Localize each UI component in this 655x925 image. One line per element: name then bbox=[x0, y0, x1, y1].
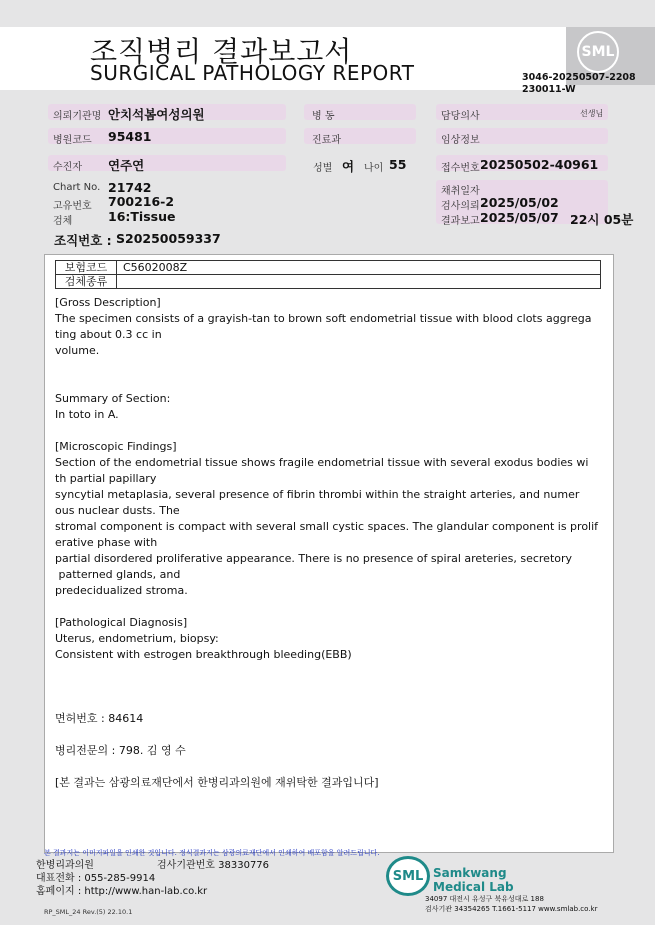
insurance-code-label: 보험코드 bbox=[56, 261, 117, 275]
samkwang-logo: SML bbox=[386, 856, 430, 896]
clinic-name: 한병리과의원 bbox=[36, 860, 94, 871]
specimen-label: 검체 bbox=[53, 216, 73, 227]
specimen-type-label: 검체종류 bbox=[56, 275, 117, 289]
request-date-label: 검사의뢰 bbox=[441, 201, 480, 212]
tissue-number-value: S20250059337 bbox=[116, 231, 221, 246]
print-notice: 본 결과지는 이미지파일을 인쇄한 것입니다. 정식결과지는 삼광의료재단에서 인쇄하여 배포함을 알려드립니다. bbox=[44, 849, 380, 857]
unique-no-value: 700216-2 bbox=[108, 194, 175, 209]
age-label: 나이 bbox=[364, 163, 384, 174]
receipt-label: 접수번호 bbox=[441, 163, 480, 174]
ward-label: 병 동 bbox=[312, 111, 335, 122]
receipt-value: 20250502-40961 bbox=[480, 157, 599, 172]
form-number: RP_SML_24 Rev.(5) 22.10.1 bbox=[44, 908, 133, 916]
clinic-homepage: 홈페이지 : http://www.han-lab.co.kr bbox=[36, 886, 208, 897]
specimen-value: 16:Tissue bbox=[108, 209, 176, 224]
clinic-phone: 대표전화 : 055-285-9914 bbox=[36, 873, 156, 884]
request-number-line1: 3046-20250507-2208 bbox=[522, 72, 636, 83]
specimen-type-row bbox=[56, 275, 601, 289]
chart-no-label: Chart No. bbox=[53, 182, 101, 193]
institution-label: 의뢰기관명 bbox=[53, 111, 102, 122]
unique-no-label: 고유번호 bbox=[53, 201, 92, 212]
report-box bbox=[44, 254, 614, 853]
lab-contact: 검사기관 34354265 T.1661-5117 www.smlab.co.kr bbox=[425, 905, 598, 913]
insurance-code-value: C5602008Z bbox=[117, 261, 601, 275]
report-time-value: 22시 05분 bbox=[570, 212, 634, 227]
insurance-code-row bbox=[56, 261, 601, 275]
specimen-type-value bbox=[117, 275, 601, 289]
hospital-code-value: 95481 bbox=[108, 129, 152, 144]
report-title-english: SURGICAL PATHOLOGY REPORT bbox=[90, 61, 415, 85]
sml-logo: SML bbox=[577, 31, 619, 73]
clinic-registration: 검사기관번호 38330776 bbox=[157, 860, 270, 871]
patient-value: 연주연 bbox=[108, 158, 145, 173]
age-value: 55 bbox=[389, 157, 407, 172]
institution-value: 안치석봄여성의원 bbox=[108, 107, 205, 122]
doctor-value: 선생님 bbox=[580, 109, 604, 118]
sex-label: 성별 bbox=[313, 163, 333, 174]
lab-name-line1: Samkwang bbox=[433, 866, 507, 880]
report-date-label: 결과보고 bbox=[441, 216, 480, 227]
request-date-value: 2025/05/02 bbox=[480, 195, 559, 210]
lab-name-line2: Medical Lab bbox=[433, 880, 514, 894]
patient-label: 수진자 bbox=[53, 162, 82, 173]
chart-no-value: 21742 bbox=[108, 180, 152, 195]
report-title-korean: 조직병리 결과보고서 bbox=[90, 35, 353, 68]
collection-date-label: 채취일자 bbox=[441, 186, 480, 197]
report-date-value: 2025/05/07 bbox=[480, 210, 559, 225]
lab-address: 34097 대전시 유성구 북유성대로 188 bbox=[425, 895, 544, 903]
hospital-code-label: 병원코드 bbox=[53, 135, 92, 146]
report-body-text: [Gross Description] The specimen consists of a grayish-tan to brown soft endometrial tissue with blood clots aggrega ting about 0.3 cc in volume. Summary of Section: In toto in A. [Microscopic Findings] Section of the endometrial tissue shows fragile endometrial tissue with several exodus bodies wi th partial papillary syncytial metaplasia, several presence of fibrin thrombi within the straight arteries, and numer ous nuclear dusts. The stromal component is compact with several small cystic spaces. The glandular component is prolif erative phase with partial disordered proliferative appearance. There is no presence of spiral areteries, secretory patterned glands, and predecidualized stroma. [Pathological Diagnosis] Uterus, endometrium, biopsy: Consistent with estrogen breakthrough bleeding(EBB) 면허번호 : 84614 병리전문의 : 798. 김 영 수 [본 결과는 삼광의료재단에서 한병리과의원에 재위탁한 결과입니다] bbox=[55, 296, 599, 789]
patient-pill bbox=[48, 155, 286, 171]
tissue-number-label: 조직번호 : bbox=[54, 233, 112, 248]
code-table bbox=[55, 260, 601, 289]
request-number-line2: 230011-W bbox=[522, 84, 576, 95]
clinical-info-label: 임상정보 bbox=[441, 135, 480, 146]
sex-value: 여 bbox=[342, 159, 355, 174]
doctor-label: 담당의사 bbox=[441, 111, 480, 122]
dept-label: 진료과 bbox=[312, 135, 341, 146]
